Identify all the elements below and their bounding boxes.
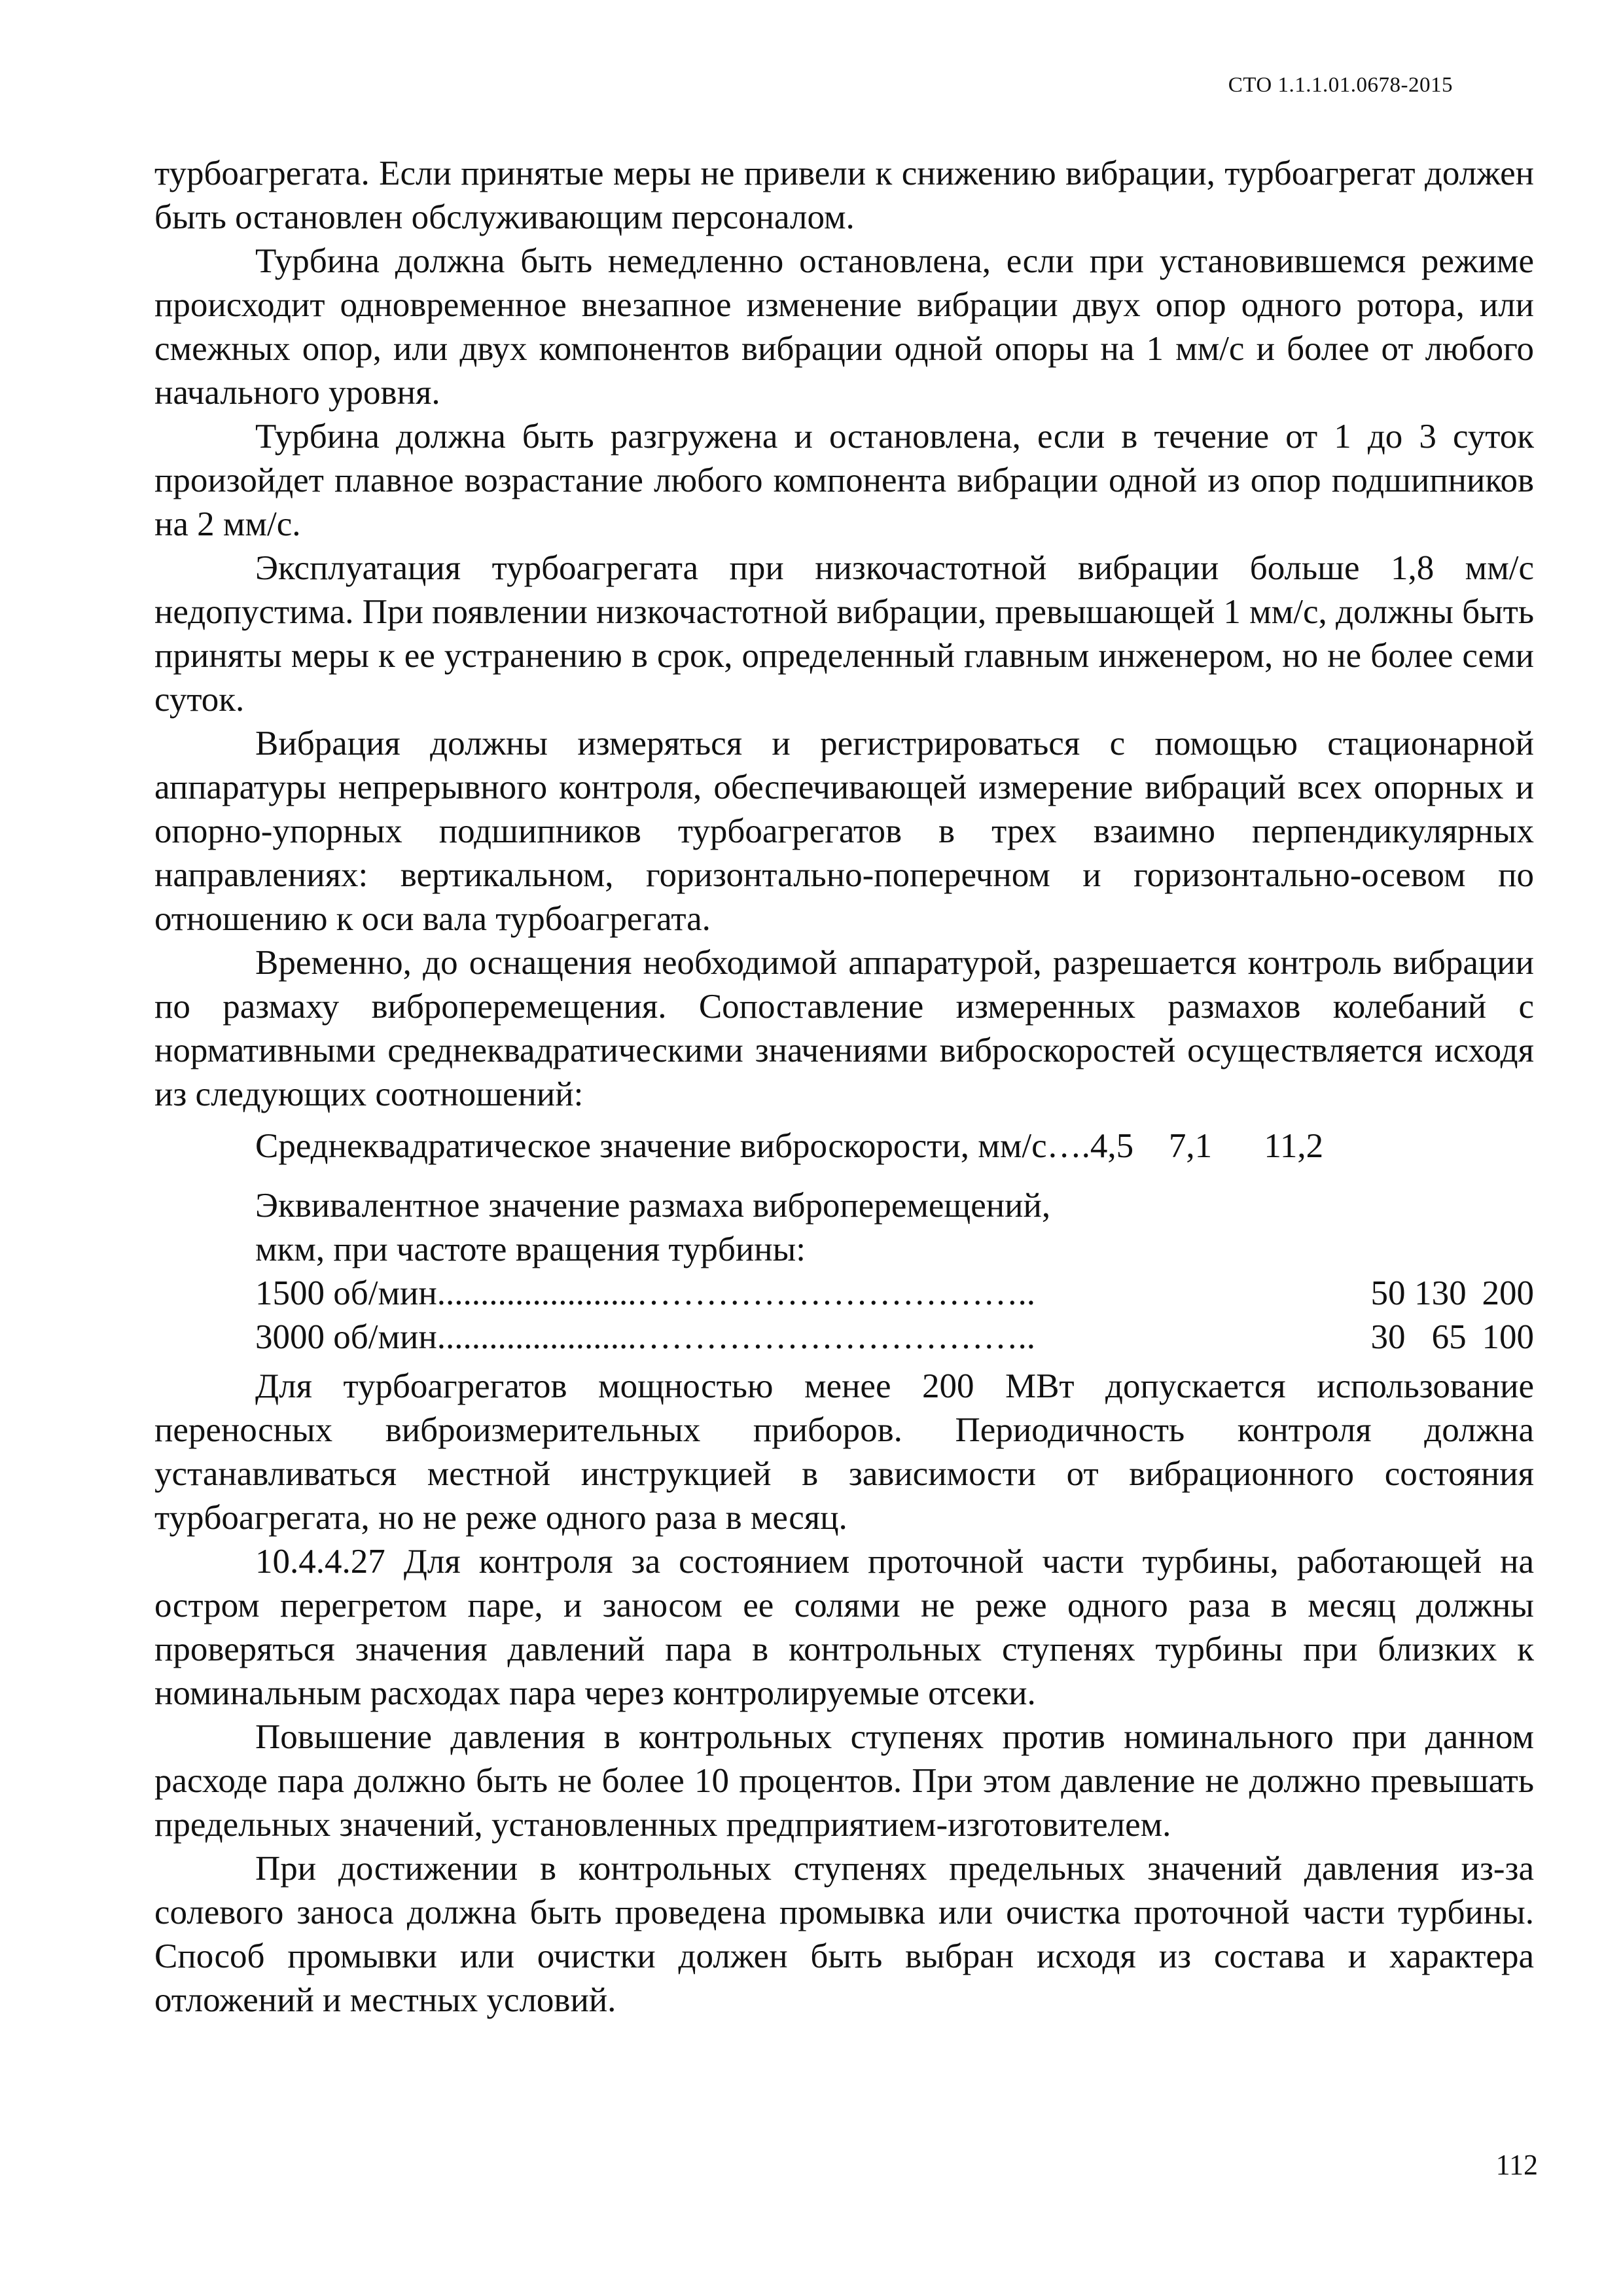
rms-velocity-row: [255, 1124, 1534, 1168]
rms-value: 4,5: [1090, 1127, 1134, 1165]
paragraph-salt-deposit-cleaning: При достижении в контрольных ступенях предельных значений давления из-за солевого заноса должна быть проведена промывка или очистка проточной части турбины. Способ промывки или очистки должен быть выбран исходя из состава и характера отложений и местных условий.: [154, 1850, 1534, 2019]
paragraph-pressure-increase: Повышение давления в контрольных ступенях против номинального при данном расходе пара должно быть не более 10 процентов. При этом давление не должно превышать предельных значений, установленных предприятием-изготовителем.: [154, 1718, 1534, 1844]
vibration-ratio-table: [154, 1124, 1534, 1359]
range-value: 130: [1414, 1274, 1467, 1312]
rms-velocity-label: Среднеквадратическое значение виброскорости, мм/с….: [255, 1127, 1090, 1165]
rms-value: 11,2: [1264, 1127, 1324, 1165]
range-value: 50: [1370, 1274, 1406, 1312]
paragraph-immediate-stop: Турбина должна быть немедленно остановлена, если при установившемся режиме происходит одновременное внезапное изменение вибрации двух опор одного ротора, или смежных опор, или двух компонентов вибрации одной опоры на 1 мм/с и более от любого начального уровня.: [154, 242, 1534, 412]
page-number: 112: [1495, 2149, 1538, 2181]
paragraph-vibration-measurement: Вибрация должны измеряться и регистрироваться с помощью стационарной аппаратуры непрерывного контроля, обеспечивающей измерение вибраций всех опорных и опорно-упорных подшипников турбоагрегатов в трех взаимно перпендикулярных направлениях: вертикальном, горизонтально-поперечном и горизонтально-осевом по отношению к оси вала турбоагрегата.: [154, 725, 1534, 938]
range-value: 100: [1482, 1318, 1534, 1356]
paragraph-continuation: турбоагрегата. Если принятые меры не привели к снижению вибрации, турбоагрегат должен быть остановлен обслуживающим персоналом.: [154, 154, 1534, 236]
paragraph-temporary-control: Временно, до оснащения необходимой аппаратурой, разрешается контроль вибрации по размаху виброперемещения. Сопоставление измеренных размахов колебаний с нормативными среднеквадратическими значениями виброскоростей осуществляется исходя из следующих соотношений:: [154, 944, 1534, 1113]
paragraph-low-frequency-vibration: Эксплуатация турбоагрегата при низкочастотной вибрации больше 1,8 мм/с недопустима. При появлении низкочастотной вибрации, превышающей 1 мм/с, должны быть приняты меры к ее устранению в срок, определенный главным инженером, но не более семи суток.: [154, 549, 1534, 719]
document-body: [154, 152, 1534, 2022]
equivalent-range-label: Эквивалентное значение размаха виброперемещений,: [255, 1187, 1051, 1225]
paragraph-portable-instruments: Для турбоагрегатов мощностью менее 200 МВт допускается использование переносных виброизмерительных приборов. Периодичность контроля должна устанавливаться местной инструкцией в зависимости от вибрационного состояния турбоагрегата, но не реже одного раза в месяц.: [154, 1367, 1534, 1537]
equivalent-range-header-cont: [255, 1228, 1534, 1272]
equivalent-range-label-cont: мкм, при частоте вращения турбины:: [255, 1230, 806, 1268]
range-value: 30: [1370, 1318, 1406, 1356]
document-code: СТО 1.1.1.01.0678-2015: [1228, 73, 1453, 97]
paragraph-clause-10-4-4-27: 10.4.4.27 Для контроля за состоянием проточной части турбины, работающей на остром перегретом паре, и заносом ее солями не реже одного раза в месяц должны проверяться значения давлений пара в контрольных ступенях турбины при близких к номинальным расходах пара через контролируемые отсеки.: [154, 1543, 1534, 1712]
rms-value: 7,1: [1168, 1127, 1213, 1165]
table-row: [255, 1272, 1534, 1316]
rotation-speed-label: 1500 об/мин.......................……………………………..: [255, 1274, 1035, 1312]
rotation-speed-label: 3000 об/мин.......................……………………………..: [255, 1318, 1035, 1356]
equivalent-range-header: [255, 1184, 1534, 1228]
table-row: [255, 1316, 1534, 1359]
range-value: 65: [1431, 1318, 1467, 1356]
range-value: 200: [1482, 1274, 1534, 1312]
paragraph-unload-stop: Турбина должна быть разгружена и остановлена, если в течение от 1 до 3 суток произойдет плавное возрастание любого компонента вибрации одной из опор подшипников на 2 мм/с.: [154, 418, 1534, 543]
